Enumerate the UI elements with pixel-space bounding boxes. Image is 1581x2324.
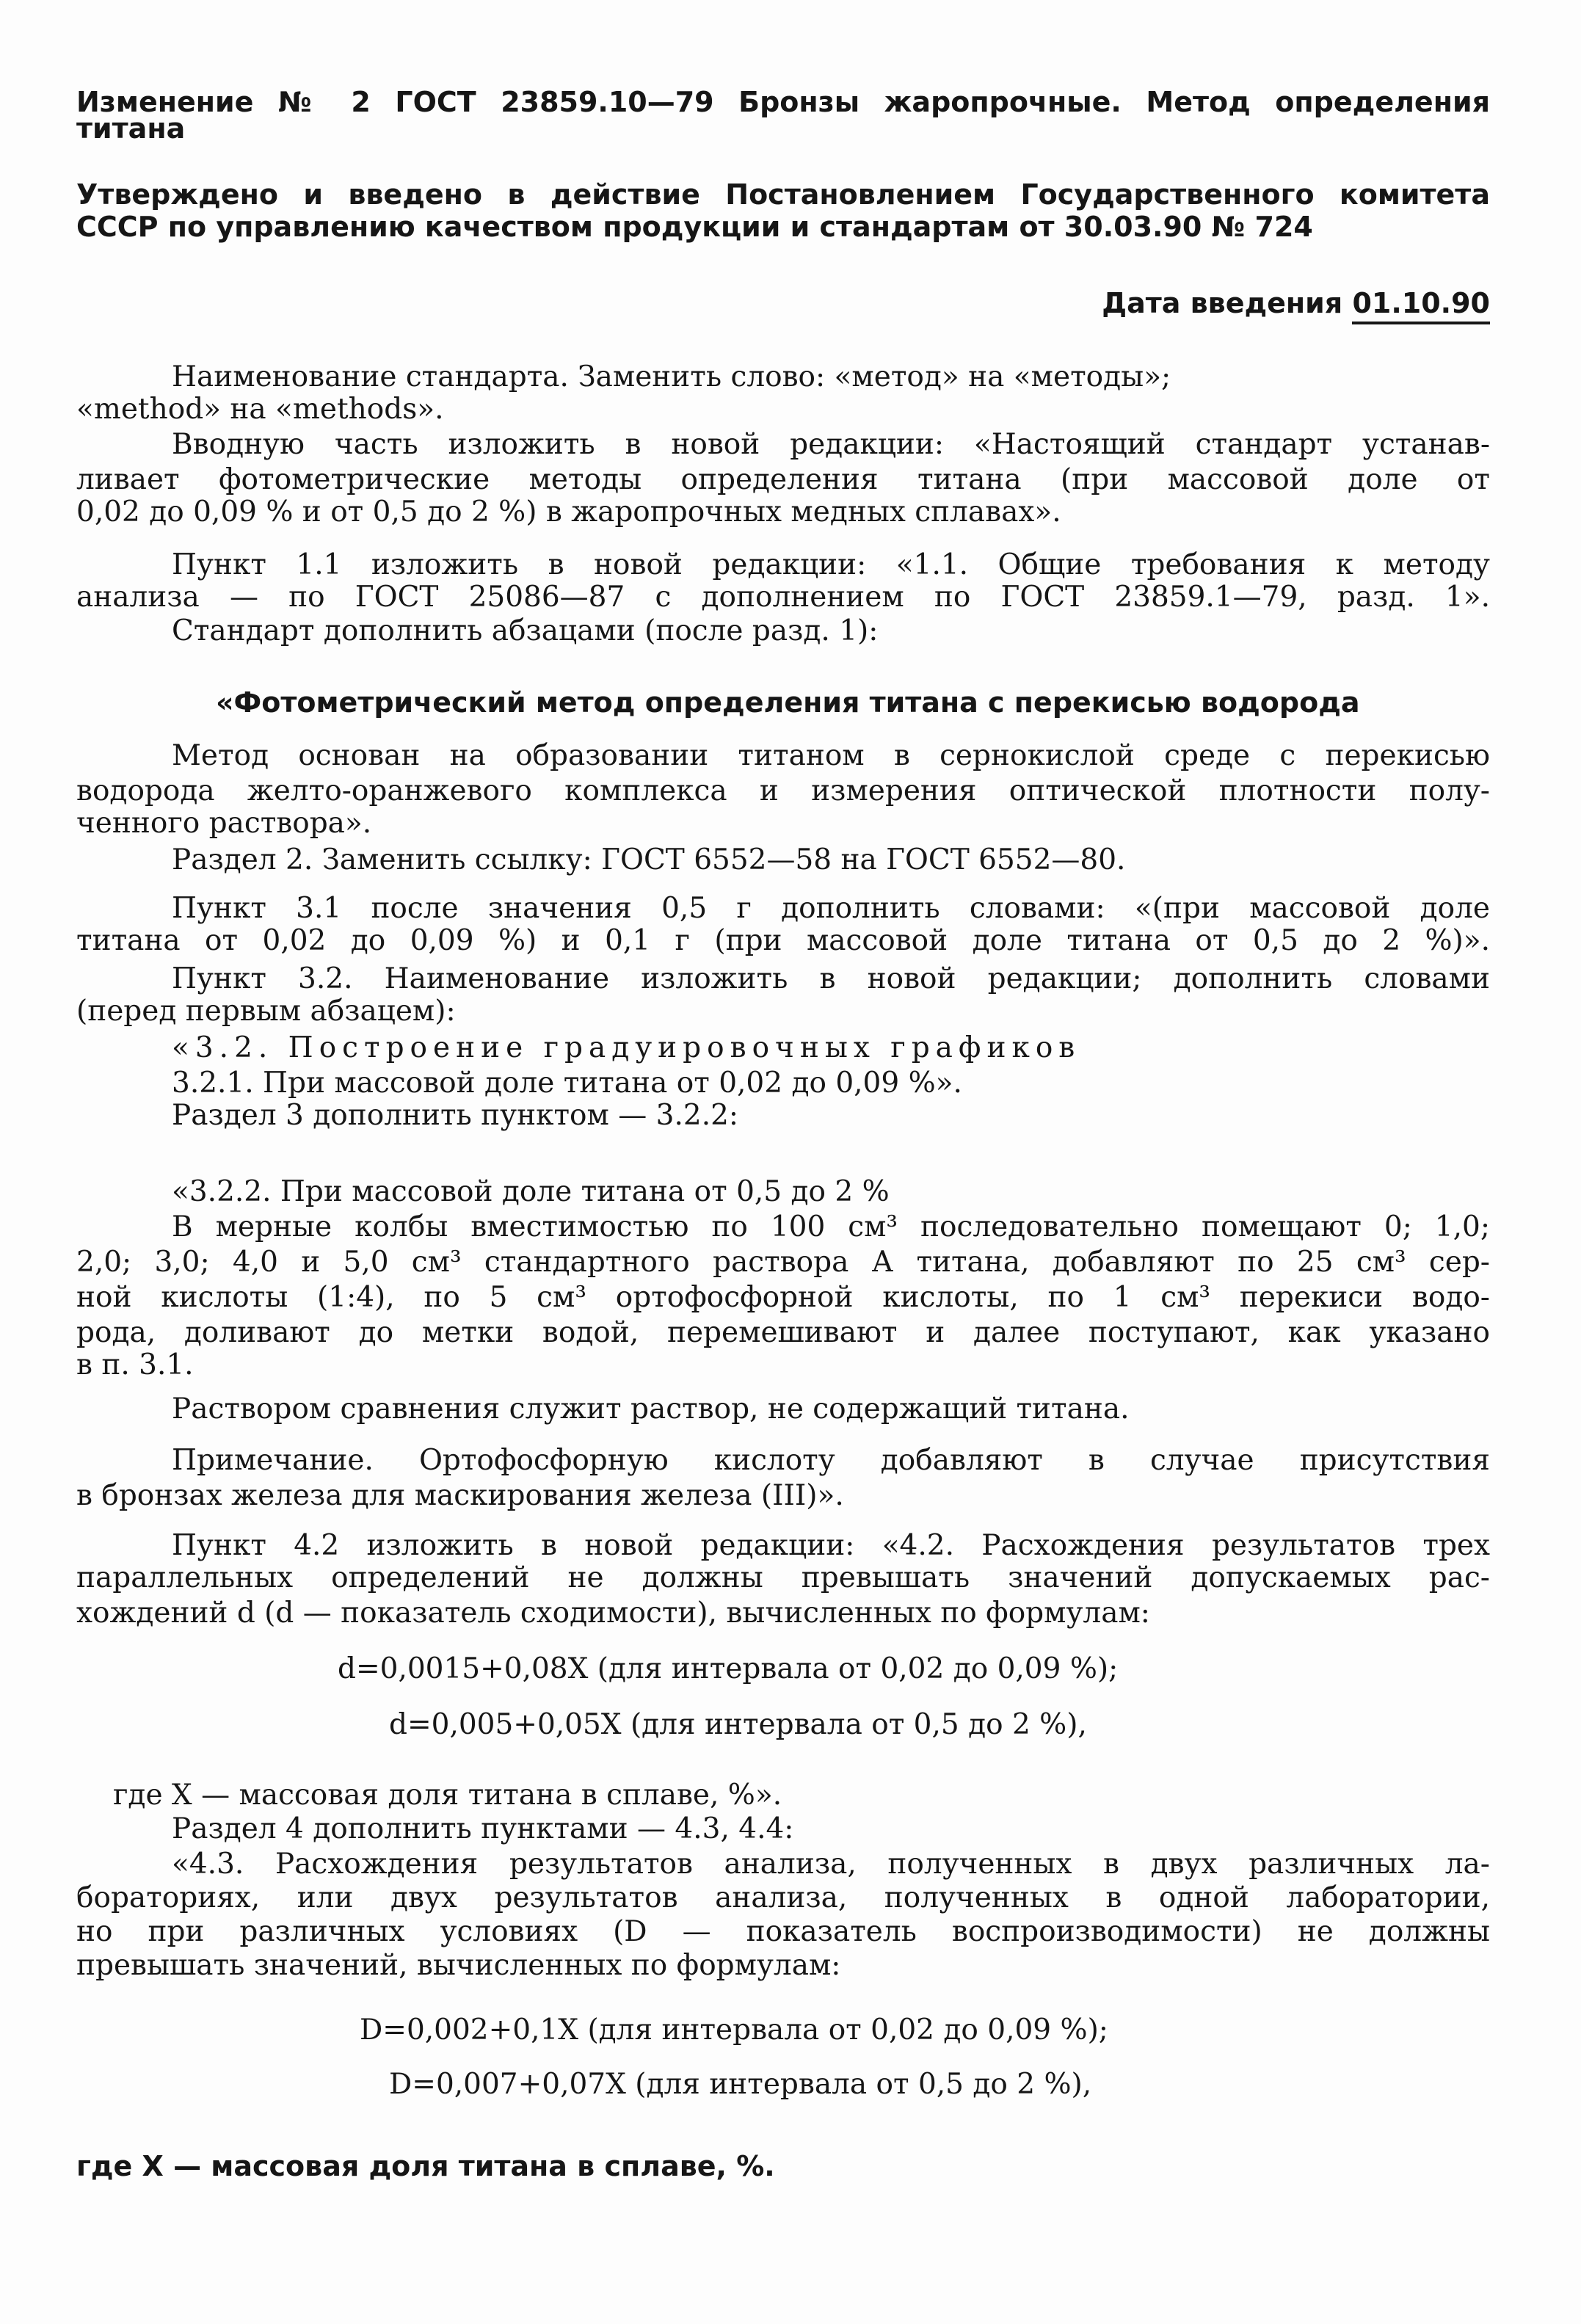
text-line: в бронзах железа для маскирования железа (III)». [76, 1478, 844, 1512]
text-line: Пункт 3.1 после значения 0,5 г дополнить словами: «(при массовой доле [172, 891, 1490, 925]
effective-date-label: Дата введения [1102, 288, 1343, 320]
text-line: Пункт 4.2 изложить в новой редакции: «4.2. Расхождения результатов трех [172, 1528, 1490, 1562]
text-line: рода, доливают до метки водой, перемешивают и далее поступают, как указано [76, 1315, 1490, 1349]
text-line: ной кислоты (1:4), по 5 см³ ортофосфорной кислоты, по 1 см³ перекиси водо- [76, 1280, 1490, 1314]
text-line: d=0,0015+0,08X (для интервала от 0,02 до 0,09 %); [338, 1652, 1119, 1685]
text-line: анализа — по ГОСТ 25086—87 с дополнением по ГОСТ 23859.1—79, разд. 1». [76, 580, 1490, 614]
text-line: титана от 0,02 до 0,09 %) и 0,1 г (при массовой доле титана от 0,5 до 2 %)». [76, 923, 1490, 957]
text-line: водорода желто-оранжевого комплекса и измерения оптической плотности полу- [76, 774, 1490, 807]
text-line: d=0,005+0,05X (для интервала от 0,5 до 2 %), [389, 1707, 1087, 1741]
text-line: Раздел 3 дополнить пунктом — 3.2.2: [172, 1098, 739, 1132]
text-line: D=0,007+0,07X (для интервала от 0,5 до 2 %), [389, 2067, 1092, 2101]
text-line: «4.3. Расхождения результатов анализа, полученных в двух различных ла- [172, 1847, 1490, 1881]
text-line: Раздел 2. Заменить ссылку: ГОСТ 6552—58 на ГОСТ 6552—80. [172, 843, 1126, 876]
document-title-continued: титана [76, 113, 186, 145]
text-line: Раствором сравнения служит раствор, не содержащий титана. [172, 1392, 1130, 1426]
text-line: ченного раствора». [76, 806, 372, 840]
approval-text-continued: СССР по управлению качеством продукции и стандартам от 30.03.90 № 724 [76, 211, 1313, 244]
document-title: Изменение № 2 ГОСТ 23859.10—79 Бронзы жаропрочные. Метод определения [76, 87, 1490, 119]
text-line: Вводную часть изложить в новой редакции: «Настоящий стандарт устанав- [172, 427, 1490, 461]
text-line: в п. 3.1. [76, 1348, 194, 1381]
text-line: Примечание. Ортофосфорную кислоту добавляют в случае присутствия [172, 1443, 1490, 1477]
text-line: «3.2. Построение градуировочных графиков [172, 1031, 1081, 1064]
text-line: D=0,002+0,1X (для интервала от 0,02 до 0,09 %); [360, 2013, 1108, 2047]
text-line: «3.2.2. При массовой доле титана от 0,5 до 2 % [172, 1174, 890, 1208]
text-line: где X — массовая доля титана в сплаве, %. [76, 2151, 775, 2183]
text-line: Раздел 4 дополнить пунктами — 4.3, 4.4: [172, 1812, 794, 1845]
text-line: 3.2.1. При массовой доле титана от 0,02 до 0,09 %». [172, 1066, 962, 1100]
text-line: (перед первым абзацем): [76, 994, 456, 1028]
effective-date [1102, 288, 1490, 320]
text-line: но при различных условиях (D — показатель воспроизводимости) не должны [76, 1914, 1490, 1948]
text-line: бораториях, или двух результатов анализа, полученных в одной лаборатории, [76, 1881, 1490, 1914]
text-line: Стандарт дополнить абзацами (после разд. 1): [172, 614, 879, 647]
text-line: Метод основан на образовании титаном в сернокислой среде с перекисью [172, 738, 1490, 772]
text-line: «Фотометрический метод определения титана с перекисью водорода [216, 687, 1360, 719]
text-line: хождений d (d — показатель сходимости), вычисленных по формулам: [76, 1596, 1150, 1630]
text-line: 0,02 до 0,09 % и от 0,5 до 2 %) в жаропрочных медных сплавах». [76, 495, 1061, 529]
text-line: 2,0; 3,0; 4,0 и 5,0 см³ стандартного раствора А титана, добавляют по 25 см³ сер- [76, 1245, 1490, 1279]
text-line: В мерные колбы вместимостью по 100 см³ последовательно помещают 0; 1,0; [172, 1210, 1490, 1243]
text-line: ливает фотометрические методы определения титана (при массовой доле от [76, 462, 1490, 496]
text-line: Пункт 3.2. Наименование изложить в новой редакции; дополнить словами [172, 962, 1490, 995]
text-line: Пункт 1.1 изложить в новой редакции: «1.1. Общие требования к методу [172, 548, 1490, 581]
text-line: «method» на «methods». [76, 392, 444, 426]
text-line: превышать значений, вычисленных по формулам: [76, 1948, 841, 1982]
text-line: параллельных определений не должны превышать значений допускаемых рас- [76, 1561, 1490, 1594]
effective-date-value: 01.10.90 [1352, 288, 1490, 324]
text-line: где X — массовая доля титана в сплаве, %». [113, 1778, 782, 1812]
text-line: Наименование стандарта. Заменить слово: «метод» на «методы»; [172, 360, 1171, 393]
approval-text: Утверждено и введено в действие Постановлением Государственного комитета [76, 179, 1490, 211]
